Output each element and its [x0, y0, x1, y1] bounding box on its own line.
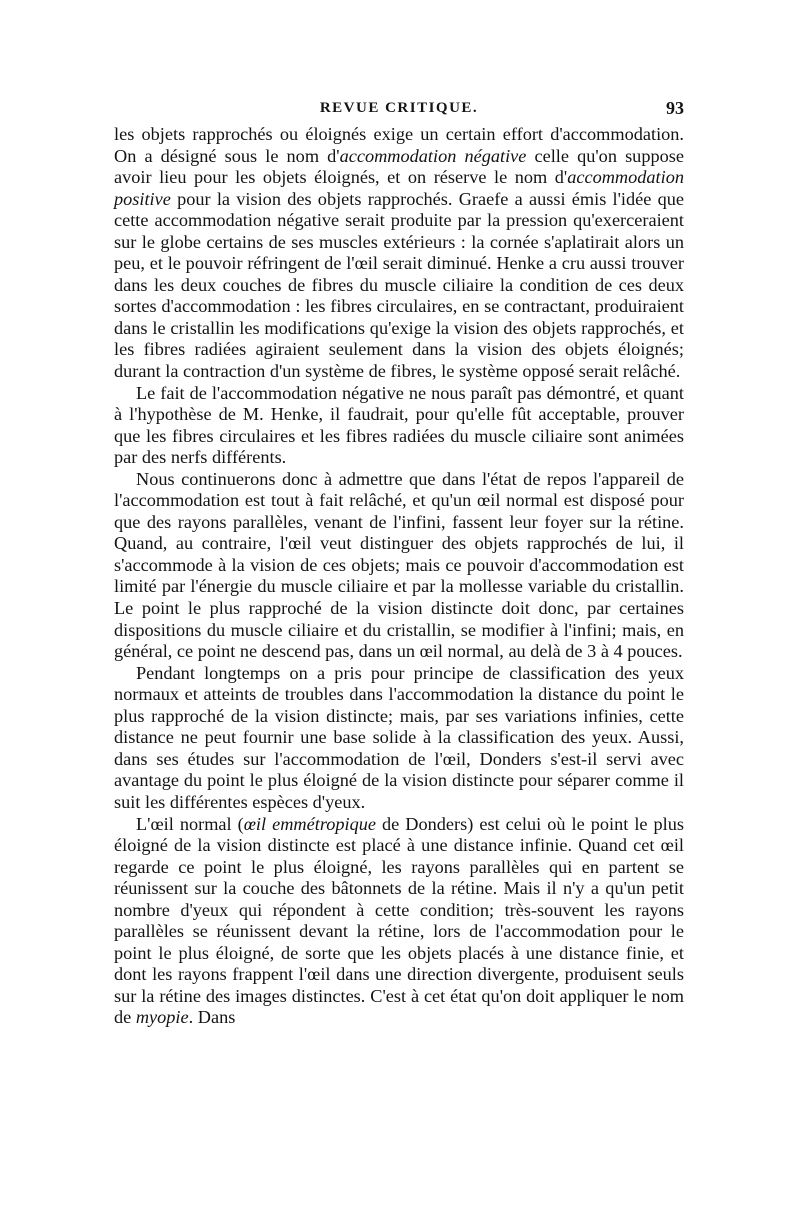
italic-term: accommodation positive: [114, 167, 684, 209]
italic-term: œil emmétropique: [243, 813, 377, 834]
body-text: [114, 124, 684, 1029]
text-run: celle qu'on suppose avoir lieu pour les objets éloignés, et on réserve le nom d': [114, 145, 684, 188]
page-number: 93: [666, 98, 684, 118]
text-run: . Dans: [188, 1007, 236, 1028]
text-run: de Donders) est celui où le point le plus éloigné de la vision distincte est placé à une distance infinie. Quand cet œil regarde ce point le plus éloigné, les rayons parallèles qui en partent se réunissent sur la couche des bâtonnets de la rétine. Mais il n'y a qu'un petit nombre d'yeux qui répondent à cette condition; très-souvent les rayons parallèles se réunissent devant la rétine, lors de l'accommodation pour le point le plus éloigné, de sorte que les objets placés à une distance finie, et dont les rayons frappent l'œil dans une direction divergente, produisent seuls sur la rétine des images distinctes. C'est à cet état qu'on doit appliquer le nom de: [114, 813, 684, 1028]
text-run: Le fait de l'accommodation négative ne nous paraît pas démontré, et quant à l'hypothèse de M. Henke, il faudrait, pour qu'elle fût acceptable, prouver que les fibres circulaires et les fibres radiées du muscle ciliaire sont animées par des nerfs différents.: [114, 382, 684, 468]
text-run: les objets rapprochés ou éloignés exige un certain effort d'accommodation. On a désigné sous le nom d': [114, 124, 684, 166]
text-run: Nous continuerons donc à admettre que dans l'état de repos l'appareil de l'accommodation est tout à fait relâché, et qu'un œil normal est disposé pour que des rayons parallèles, venant de l'infini, fassent leur foyer sur la rétine. Quand, au contraire, l'œil veut distinguer des objets rapprochés de lui, il s'accommode à la vision de ces objets; mais ce pouvoir d'accommodation est limité par l'énergie du muscle ciliaire et par la mollesse variable du cristallin. Le point le plus rapproché de la vision distincte doit donc, par certaines dispositions du muscle ciliaire et du cristallin, se modifier à l'infini; mais, en général, ce point ne descend pas, dans un œil normal, au delà de 3 à 4 pouces.: [114, 468, 684, 662]
running-header: [114, 96, 684, 124]
paragraph: [114, 124, 684, 383]
book-page: [114, 96, 684, 1029]
paragraph: [114, 814, 684, 1029]
paragraph: [114, 469, 684, 663]
italic-term: accommodation négative: [339, 145, 527, 166]
italic-term: myopie: [135, 1007, 189, 1028]
paragraph: [114, 663, 684, 814]
text-run: pour la vision des objets rapprochés. Graefe a aussi émis l'idée que cette accommodation négative serait produite par la pression qu'exerceraient sur le globe certains de ses muscles extérieurs : la cornée s'aplatirait alors un peu, et le pouvoir réfringent de l'œil serait diminué. Henke a cru aussi trouver dans les deux couches de fibres du muscle ciliaire la condition de ces deux sortes d'accommodation : les fibres circulaires, en se contractant, produiraient dans le cristallin les modifications qu'exige la vision des objets rapprochés, et les fibres radiées agiraient seulement dans la vision des objets éloignés; durant la contraction d'un système de fibres, le système opposé serait relâché.: [114, 188, 684, 382]
running-title: REVUE CRITIQUE.: [319, 100, 479, 116]
text-run: Pendant longtemps on a pris pour principe de classification des yeux normaux et atteints de troubles dans l'accommodation la distance du point le plus rapproché de la vision distincte; mais, par ses variations infinies, cette distance ne peut fournir une base solide à la classification des yeux. Aussi, dans ses études sur l'accommodation de l'œil, Donders s'est-il servi avec avantage du point le plus éloigné de la vision distincte pour séparer comme il suit les différentes espèces d'yeux.: [114, 662, 684, 812]
paragraph: [114, 383, 684, 469]
text-run: L'œil normal (: [136, 813, 244, 834]
